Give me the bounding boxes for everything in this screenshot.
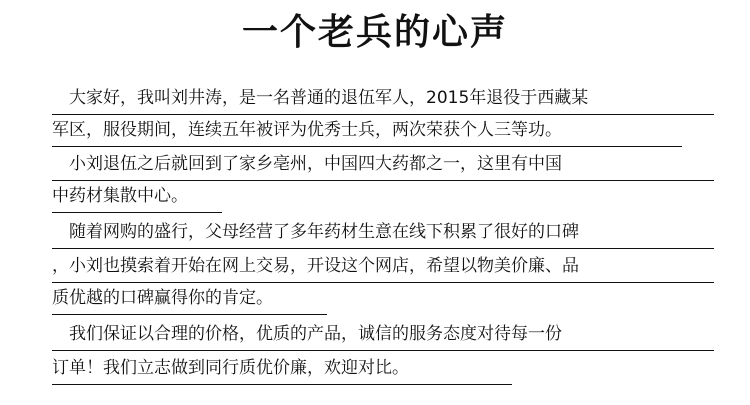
paragraph-line: 大家好，我叫刘井涛，是一名普通的退伍军人，2015年退役于西藏某 [52,84,714,115]
paragraph-line: 随着网购的盛行，父母经营了多年药材生意在线下积累了很好的口碑 [52,218,714,249]
paragraph-line: ，小刘也摸索着开始在网上交易，开设这个网店，希望以物美价廉、品 [52,252,714,283]
paragraph-line: 军区，服役期间，连续五年被评为优秀士兵，两次荣获个人三等功。 [52,116,682,147]
paragraph-line: 质优越的口碑赢得你的肯定。 [52,284,327,315]
page-title: 一个老兵的心声 [241,11,508,53]
paragraph-line: 订单！我们立志做到同行质优价廉，欢迎对比。 [52,354,512,385]
paragraph-line: 中药材集散中心。 [52,182,222,213]
paragraph-line: 我们保证以合理的价格，优质的产品，诚信的服务态度对待每一份 [52,320,714,351]
paragraph-line: 小刘退伍之后就回到了家乡亳州，中国四大药都之一，这里有中国 [52,150,714,181]
